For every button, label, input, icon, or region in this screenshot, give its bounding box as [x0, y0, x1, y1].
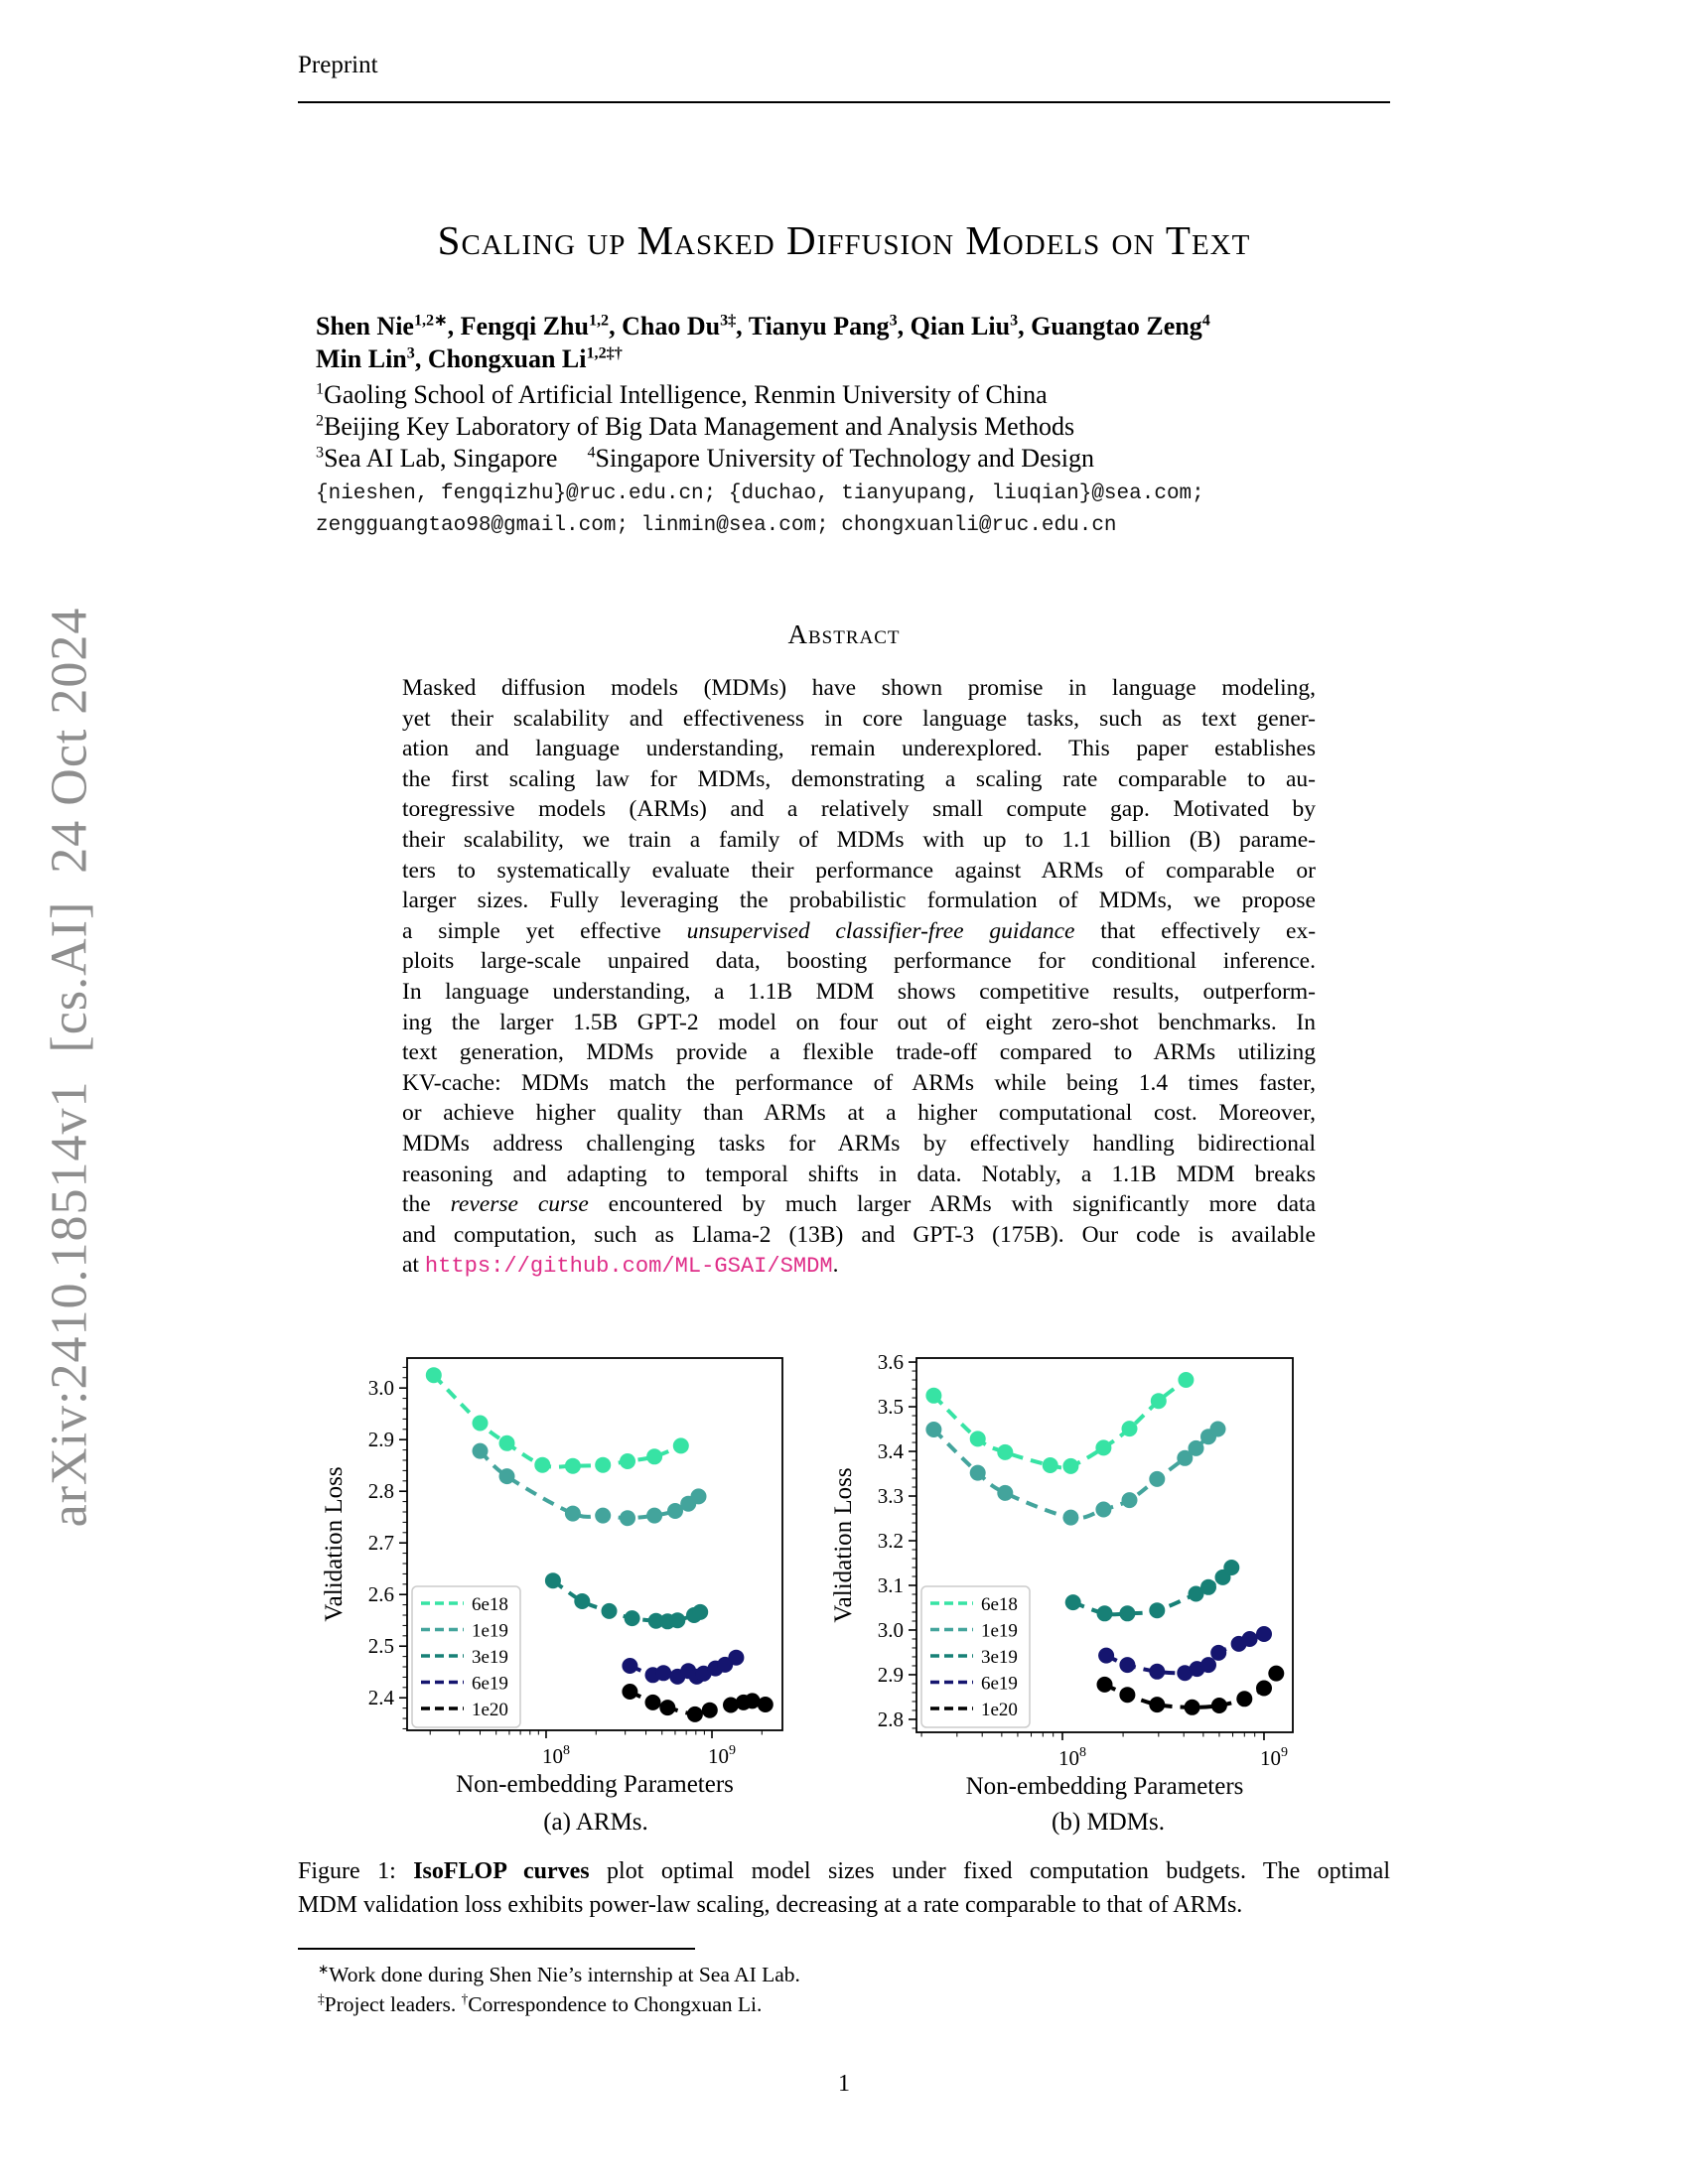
author: Min Lin$^3$: [316, 344, 415, 373]
abstract-line: at https://github.com/ML-GSAI/SMDM.: [402, 1252, 839, 1280]
svg-text:2.4: 2.4: [367, 1686, 394, 1710]
abstract-line: toregressive models (ARMs) and a relatively small compute gap. Motivated by: [402, 796, 1316, 823]
svg-text:2.6: 2.6: [367, 1582, 394, 1607]
x-axis-label: Non-embedding Parameters: [456, 1771, 734, 1798]
figure-caption-line: Figure 1: IsoFLOP curves plot optimal model sizes under fixed computation budgets. The optimal: [298, 1858, 1391, 1884]
arxiv-watermark: arXiv:2410.18514v1 [cs.AI] 24 Oct 2024: [41, 607, 98, 1528]
series-1e19: [473, 1443, 707, 1527]
svg-text:3.6: 3.6: [877, 1350, 904, 1375]
svg-text:1e19: 1e19: [981, 1620, 1018, 1642]
series-6e19: [1098, 1626, 1272, 1681]
paper-title: Scaling up Masked Diffusion Models on Text: [437, 217, 1251, 263]
svg-text:2.5: 2.5: [367, 1634, 394, 1659]
svg-text:3e19: 3e19: [981, 1647, 1018, 1668]
page-number: 1: [838, 2071, 850, 2097]
abstract-line: their scalability, we train a family of MDMs with up to 1.1 billion (B) parame-: [402, 826, 1316, 853]
author: Tianyu Pang$^3$: [748, 312, 898, 341]
abstract-line: text generation, MDMs provide a flexible trade-off compared to ARMs utilizing: [402, 1039, 1316, 1066]
affiliation-line: $^1$Gaoling School of Artificial Intelligence, Renmin University of China: [316, 380, 1048, 409]
abstract-line: Masked diffusion models (MDMs) have shown promise in language modeling,: [402, 675, 1316, 701]
author: Guangtao Zeng$^4$: [1031, 312, 1210, 341]
svg-text:2.8: 2.8: [367, 1479, 394, 1504]
svg-text:1e19: 1e19: [472, 1620, 508, 1642]
author: Chao $Du^{3\ddagger}$: [622, 312, 737, 341]
abstract-line: a simple yet effective unsupervised classifier-free guidance that effectively ex-: [402, 917, 1317, 944]
abstract-line: the first scaling law for MDMs, demonstrating a scaling rate comparable to au-: [402, 765, 1316, 792]
abstract-line: ation and language understanding, remain underexplored. This paper establishes: [402, 736, 1316, 762]
author: Qian Liu$^3$: [910, 312, 1019, 341]
abstract-line: ters to systematically evaluate their performance against ARMs of comparable or: [402, 857, 1316, 884]
author-line-2: Min Lin$^3$, Chongxuan $Li^{1,2\ddagger\dagger}$: [316, 344, 623, 373]
footnote-line: ‡Project leaders. †Correspondence to Chongxuan Li.: [318, 1990, 763, 2016]
svg-text:3.3: 3.3: [877, 1484, 904, 1509]
github-link[interactable]: https://github.com/ML-GSAI/SMDM: [424, 1254, 833, 1280]
svg-text:2.9: 2.9: [367, 1428, 394, 1452]
abstract-line: yet their scalability and effectiveness in core language tasks, such as text gener-: [402, 705, 1316, 732]
figure-b-chart: [827, 1330, 1324, 1807]
series-6e19: [622, 1650, 744, 1685]
series-3e19: [545, 1572, 708, 1629]
series-6e18: [426, 1367, 689, 1474]
subcaption-b: (b) MDMs.: [1052, 1809, 1165, 1836]
abstract-body: [402, 673, 1316, 1283]
author-block: [316, 310, 1348, 375]
figure-caption-line: MDM validation loss exhibits power-law scaling, decreasing at a rate comparable to that of ARMs.: [298, 1892, 1243, 1918]
author: Fengqi Zhu$^{1,2}$: [460, 312, 610, 341]
svg-text:6e19: 6e19: [981, 1673, 1018, 1695]
abstract-line: the reverse curse encountered by much larger ARMs with significantly more data: [402, 1191, 1316, 1218]
mdms-isoflop-chart: [827, 1330, 1324, 1807]
header-rule: [298, 101, 1390, 103]
svg-text:6e18: 6e18: [981, 1594, 1018, 1615]
footnote-line: ∗Work done during Shen Nie’s internship at Sea AI Lab.: [318, 1961, 800, 1986]
footnote-rule: [298, 1948, 695, 1950]
svg-text:109: $10^9$: [1259, 1745, 1288, 1770]
svg-text:108: $10^8$: [1057, 1745, 1086, 1770]
svg-text:3.5: 3.5: [877, 1395, 904, 1420]
preprint-label: Preprint: [298, 52, 378, 78]
subcaption-a: (a) ARMs.: [543, 1809, 648, 1836]
abstract-heading: Abstract: [787, 619, 901, 649]
series-1e20: [622, 1684, 773, 1722]
footnotes-block: [298, 1960, 1390, 2019]
email-line: {nieshen, fengqizhu}@ruc.edu.cn; {duchao, tianyupang, liuqian}@sea.com;: [316, 482, 1204, 505]
svg-text:109: $10^9$: [708, 1743, 737, 1768]
y-axis-label: Validation Loss: [830, 1467, 857, 1623]
svg-text:6e19: 6e19: [472, 1673, 508, 1695]
email-line: zengguangtao98@gmail.com; linmin@sea.com; chongxuanli@ruc.edu.cn: [316, 514, 1117, 537]
svg-text:2.8: 2.8: [877, 1706, 904, 1731]
abstract-line: and computation, such as Llama-2 (13B) and GPT-3 (175B). Our code is available: [402, 1221, 1316, 1248]
author: Shen Nie$^{1,2∗}$: [316, 312, 448, 341]
series-3e19: [1065, 1560, 1240, 1621]
svg-text:3.1: 3.1: [877, 1572, 904, 1597]
abstract-line: reasoning and adapting to temporal shifts in data. Notably, a 1.1B MDM breaks: [402, 1160, 1316, 1187]
y-axis-label: Validation Loss: [321, 1466, 348, 1622]
emails-block: [316, 478, 1368, 542]
svg-text:3.2: 3.2: [877, 1529, 904, 1554]
svg-text:3.0: 3.0: [877, 1617, 904, 1642]
svg-text:6e18: 6e18: [472, 1594, 508, 1615]
abstract-line: or achieve higher quality than ARMs at a higher computational cost. Moreover,: [402, 1100, 1316, 1127]
affiliation-line: $^3$Sea AI Lab, Singapore $^4$Singapore University of Technology and Design: [316, 444, 1094, 473]
abstract-line: MDMs address challenging tasks for ARMs by effectively handling bidirectional: [402, 1130, 1316, 1157]
svg-text:108: $10^8$: [541, 1743, 570, 1768]
legend: [412, 1586, 520, 1727]
affiliations-block: [316, 379, 1368, 475]
figure-a-chart: [318, 1330, 814, 1807]
author: Chongxuan $Li^{1,2\ddagger\dagger}$: [427, 344, 623, 373]
abstract-line: ing the larger 1.5B GPT-2 model on four out of eight zero-shot benchmarks. In: [402, 1009, 1316, 1035]
svg-text:3.0: 3.0: [367, 1376, 394, 1401]
abstract-line: KV-cache: MDMs match the performance of ARMs while being 1.4 times faster,: [402, 1069, 1316, 1096]
affiliation-line: $^2$Beijing Key Laboratory of Big Data Management and Analysis Methods: [316, 412, 1075, 441]
arms-isoflop-chart: [318, 1330, 814, 1807]
svg-text:3.4: 3.4: [877, 1439, 904, 1464]
svg-text:1e20: 1e20: [472, 1700, 508, 1720]
author-line-1: Shen Nie$^{1,2∗}$, Fengqi Zhu$^{1,2}$, Chao $Du^{3\ddagger}$, Tianyu Pang$^3$, Qian Liu$^3$, Guangtao Zeng$^4$: [316, 312, 1210, 341]
legend: [921, 1586, 1030, 1727]
abstract-line: In language understanding, a 1.1B MDM shows competitive results, outperform-: [402, 978, 1316, 1005]
abstract-line: larger sizes. Fully leveraging the probabilistic formulation of MDMs, we propose: [402, 887, 1316, 914]
x-axis-label: Non-embedding Parameters: [965, 1773, 1244, 1800]
svg-text:2.7: 2.7: [367, 1531, 394, 1556]
abstract-line: ploits large-scale unpaired data, boosting performance for conditional inference.: [402, 948, 1316, 975]
series-6e18: [925, 1372, 1194, 1474]
svg-text:2.9: 2.9: [877, 1662, 904, 1687]
svg-text:3e19: 3e19: [472, 1647, 508, 1668]
figure-caption: [298, 1854, 1390, 1922]
svg-text:1e20: 1e20: [981, 1700, 1018, 1720]
